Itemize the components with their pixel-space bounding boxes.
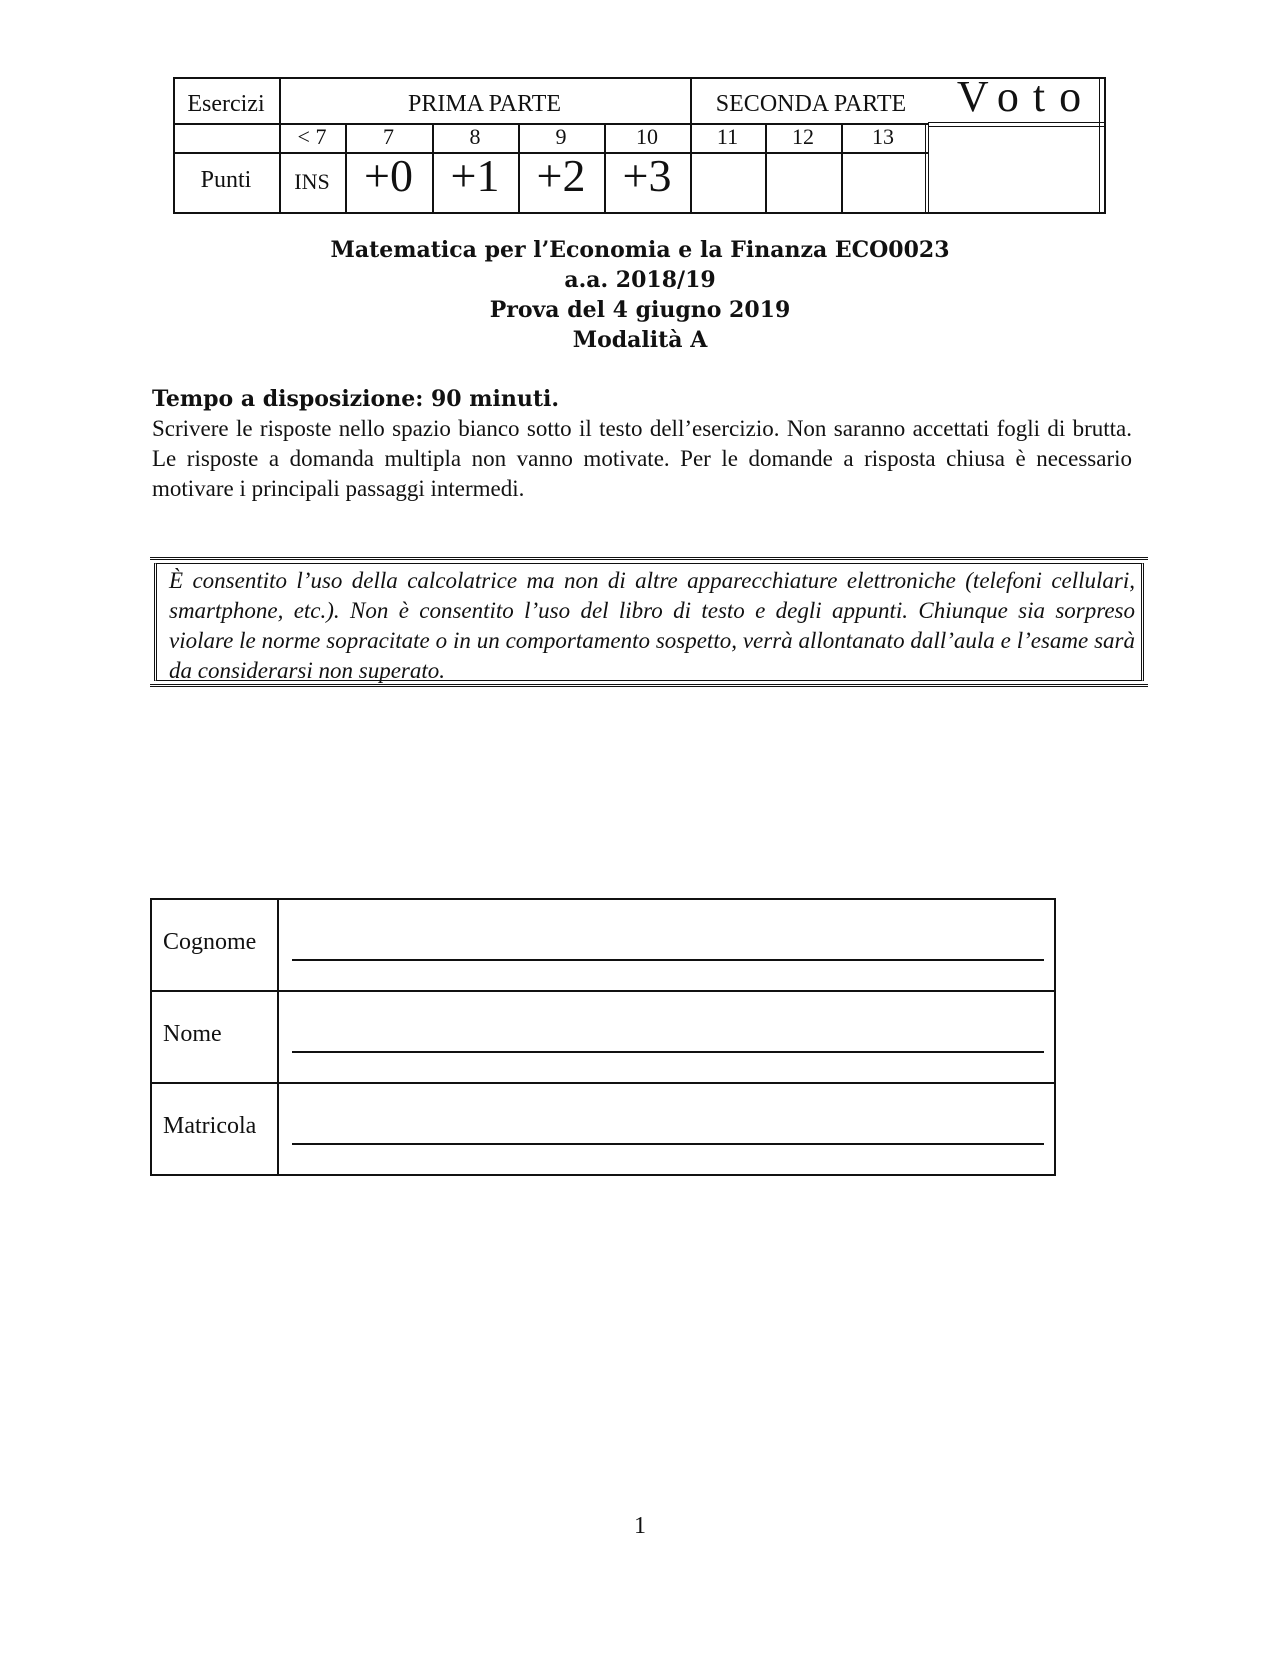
threshold-9: 9 [555, 124, 567, 149]
exam-mode: Modalità A [572, 327, 708, 353]
points-plus2: +2 [536, 150, 586, 201]
points-plus0: +0 [364, 150, 413, 201]
threshold-lt7: < 7 [297, 124, 327, 149]
esercizi-label: Esercizi [187, 91, 265, 117]
score-table [173, 72, 1106, 213]
prima-parte-label: PRIMA PARTE [407, 91, 562, 117]
threshold-10: 10 [636, 124, 658, 149]
nome-field[interactable] [292, 1051, 1044, 1053]
punti-label: Punti [200, 167, 252, 193]
matricola-label: Matricola [163, 1113, 257, 1139]
points-ins: INS [294, 169, 330, 194]
cognome-label: Cognome [163, 929, 257, 955]
nome-label: Nome [163, 1021, 222, 1047]
instructions-text: Scrivere le risposte nello spazio bianco sotto il testo dell’esercizio. Non saranno accettati fogli di brutta. Le risposte a domanda multipla non vanno motivate. Per le domande a risposta chiusa è necessario motivare i principali passaggi intermedi. [152, 416, 1132, 501]
threshold-7: 7 [383, 124, 394, 149]
matricola-field[interactable] [292, 1143, 1044, 1145]
page-number: 1 [634, 1513, 646, 1539]
academic-year: a.a. 2018/19 [564, 267, 716, 293]
time-allowed: Tempo a disposizione: 90 minuti. [152, 386, 560, 412]
voto-label: Voto [956, 72, 1096, 121]
cognome-field[interactable] [292, 959, 1044, 961]
identity-table [150, 898, 1056, 1176]
exam-date: Prova del 4 giugno 2019 [489, 297, 791, 323]
exercise-13: 13 [872, 124, 894, 149]
seconda-parte-label: SECONDA PARTE [715, 91, 907, 117]
points-plus3: +3 [622, 150, 672, 201]
rules-text: È consentito l’uso della calcolatrice ma non di altre apparecchiature elettroniche (telefoni cellulari, smartphone, etc.). Non è consentito l’uso del libro di testo e degli appunti. Chiunque sia sorpreso violare le norme sopracitate o in un comportamento sospetto, verrà allontanato dall’aula e l’esame sarà da considerarsi non superato. [169, 568, 1135, 683]
points-plus1: +1 [450, 150, 500, 201]
course-title: Matematica per l’Economia e la Finanza ECO0023 [330, 237, 950, 263]
exercise-12: 12 [792, 124, 814, 149]
exercise-11: 11 [716, 124, 739, 149]
threshold-8: 8 [469, 124, 481, 149]
